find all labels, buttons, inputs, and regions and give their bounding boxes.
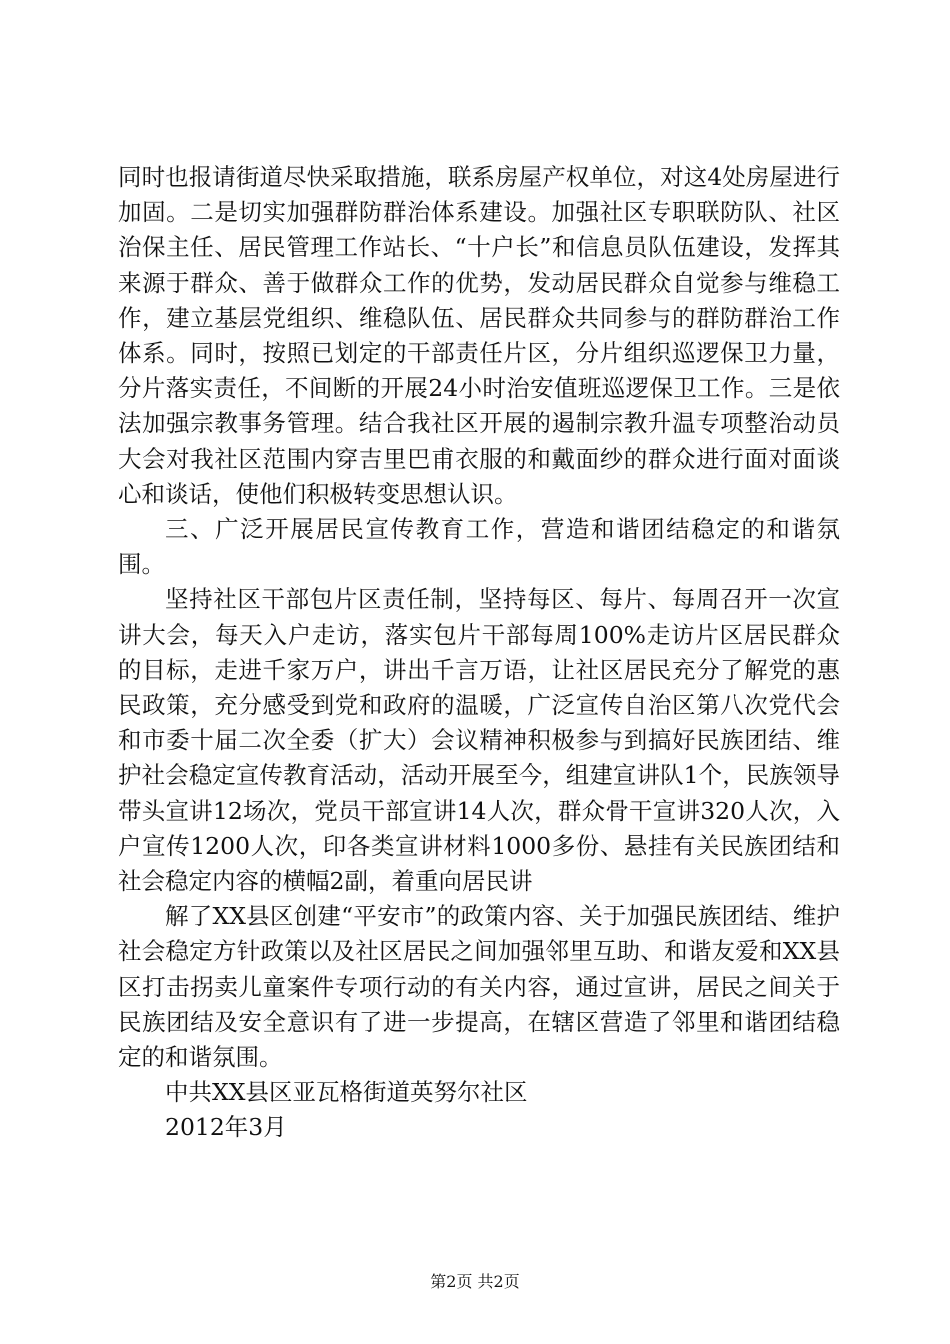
section-heading-three: 三、广泛开展居民宣传教育工作，营造和谐团结稳定的和谐氛围。 bbox=[118, 515, 840, 579]
paragraph-continuation: 同时也报请街道尽快采取措施，联系房屋产权单位，对这4处房屋进行加固。二是切实加强群防群治体系建设。加强社区专职联防队、社区治保主任、居民管理工作站长、“十户长”和信息员队伍建设，发挥其来源于群众、善于做群众工作的优势，发动居民群众自觉参与维稳工作，建立基层党组织、维稳队伍、居民群众共同参与的群防群治工作体系。同时，按照已划定的干部责任片区，分片组织巡逻保卫力量，分片落实责任，不间断的开展24小时治安值班巡逻保卫工作。三是依法加强宗教事务管理。结合我社区开展的遏制宗教升温专项整治动员大会对我社区范围内穿吉里巴甫衣服的和戴面纱的群众进行面对面谈心和谈话，使他们积极转变思想认识。 bbox=[118, 163, 840, 508]
paragraph-publicity: 坚持社区干部包片区责任制，坚持每区、每片、每周召开一次宣讲大会，每天入户走访，落实包片干部每周100%走访片区居民群众的目标，走进千家万户，讲出千言万语，让社区居民充分了解党的惠民政策，充分感受到党和政府的温暖，广泛宣传自治区第八次党代会和市委十届二次全委（扩大）会议精神积极参与到搞好民族团结、维护社会稳定宣传教育活动，活动开展至今，组建宣讲队1个，民族领导带头宣讲12场次，党员干部宣讲14人次，群众骨干宣讲320人次，入户宣传1200人次，印各类宣讲材料1000多份、悬挂有关民族团结和社会稳定内容的横幅2副，着重向居民讲 bbox=[118, 585, 840, 896]
signature-organization: 中共XX县区亚瓦格街道英努尔社区 bbox=[165, 1078, 528, 1107]
page-number-footer: 第2页 共2页 bbox=[430, 1272, 520, 1291]
signature-date: 2012年3月 bbox=[165, 1113, 287, 1142]
paragraph-publicity-continued: 解了XX县区创建“平安市”的政策内容、关于加强民族团结、维护社会稳定方针政策以及社区居民之间加强邻里互助、和谐友爱和XX县区打击拐卖儿童案件专项行动的有关内容，通过宣讲，居民之间关于民族团结及安全意识有了进一步提高，在辖区营造了邻里和谐团结稳定的和谐氛围。 bbox=[118, 902, 840, 1072]
document-body bbox=[118, 160, 840, 1146]
